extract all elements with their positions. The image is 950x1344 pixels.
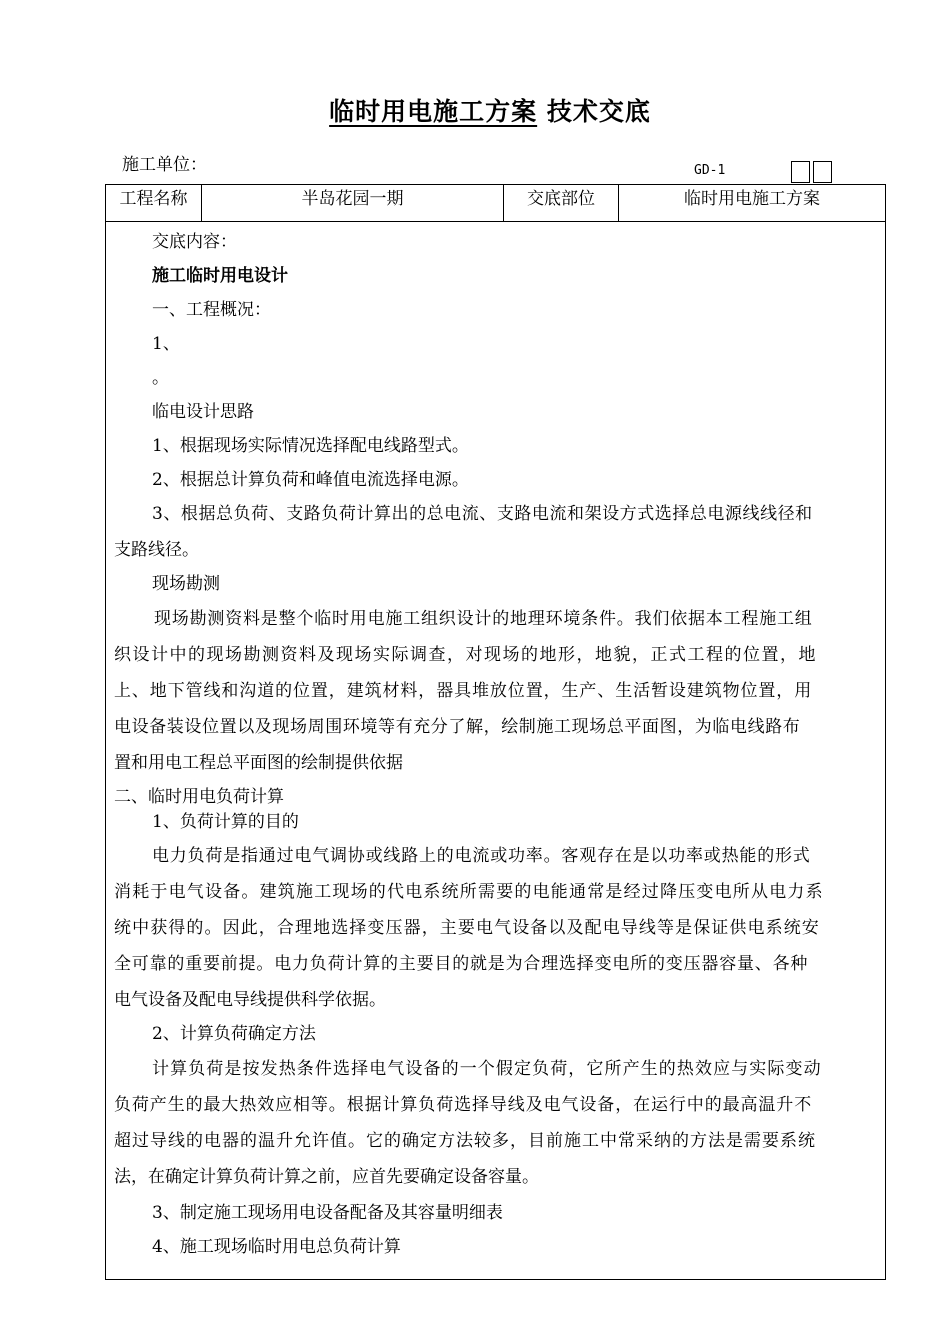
content-line: 电设备装设位置以及现场周围环境等有充分了解，绘制施工现场总平面图，为临电线路布 — [114, 717, 801, 737]
project-name-label: 工程名称 — [119, 189, 188, 209]
section-heading: 二、临时用电负荷计算 — [114, 787, 284, 807]
content-line: 。 — [152, 368, 169, 388]
content-line: 上、地下管线和沟道的位置，建筑材料，器具堆放位置，生产、生活暂设建筑物位置，用 — [114, 681, 813, 701]
content-line: 2、计算负荷确定方法 — [152, 1024, 316, 1044]
form-code: GD-1 — [694, 163, 726, 178]
title-underlined: 临时用电施工方案 — [329, 97, 538, 126]
content-line: 现场勘测资料是整个临时用电施工组织设计的地理环境条件。我们依据本工程施工组 — [154, 609, 813, 629]
project-name-value: 半岛花园一期 — [301, 189, 404, 209]
checkbox-2 — [813, 161, 832, 183]
content-line: 2、根据总计算负荷和峰值电流选择电源。 — [152, 470, 469, 490]
content-line: 交底内容： — [152, 232, 237, 252]
section-heading: 一、工程概况： — [152, 300, 271, 320]
document-title — [0, 92, 950, 128]
content-line: 临电设计思路 — [152, 402, 254, 422]
content-line: 电力负荷是指通过电气调协或线路上的电流或功率。客观存在是以功率或热能的形式 — [152, 846, 811, 866]
title-rest: 技术交底 — [537, 97, 651, 126]
content-line: 法，在确定计算负荷计算之前，应首先要确定设备容量。 — [114, 1167, 539, 1187]
content-line: 3、根据总负荷、支路负荷计算出的总电流、支路电流和架设方式选择总电源线线径和 — [152, 504, 813, 524]
content-line: 3、制定施工现场用电设备配备及其容量明细表 — [152, 1203, 503, 1223]
content-line: 现场勘测 — [152, 574, 220, 594]
content-line: 统中获得的。因此，合理地选择变压器，主要电气设备以及配电导线等是保证供电系统安 — [114, 918, 820, 938]
content-line: 电气设备及配电导线提供科学依据。 — [114, 990, 386, 1010]
content-line: 计算负荷是按发热条件选择电气设备的一个假定负荷，它所产生的热效应与实际变动 — [152, 1059, 822, 1079]
disclosure-part-value: 临时用电施工方案 — [684, 189, 820, 209]
content-line: 支路线径。 — [114, 540, 199, 560]
content-line: 织设计中的现场勘测资料及现场实际调查，对现场的地形，地貌，正式工程的位置，地 — [114, 645, 817, 665]
content-line: 超过导线的电器的温升允许值。它的确定方法较多，目前施工中常采纳的方法是需要系统 — [114, 1131, 816, 1151]
content-line: 1、根据现场实际情况选择配电线路型式。 — [152, 436, 469, 456]
content-line: 1、 — [152, 334, 180, 354]
content-line: 置和用电工程总平面图的绘制提供依据 — [114, 753, 403, 773]
disclosure-table — [105, 184, 886, 1280]
content-line: 消耗于电气设备。建筑施工现场的代电系统所需要的电能通常是经过降压变电所从电力系 — [114, 882, 824, 902]
content-line: 全可靠的重要前提。电力负荷计算的主要目的就是为合理选择变电所的变压器容量、各种 — [114, 954, 809, 974]
table-header-row — [106, 185, 885, 222]
construction-unit-label: 施工单位： — [122, 155, 207, 175]
checkbox-1 — [791, 161, 810, 183]
content-line: 负荷产生的最大热效应相等。根据计算负荷选择导线及电气设备，在运行中的最高温升不 — [114, 1095, 813, 1115]
content-line: 4、施工现场临时用电总负荷计算 — [152, 1237, 401, 1257]
content-line: 1、负荷计算的目的 — [152, 812, 299, 832]
section-heading: 施工临时用电设计 — [152, 266, 288, 286]
disclosure-part-label: 交底部位 — [527, 189, 595, 209]
